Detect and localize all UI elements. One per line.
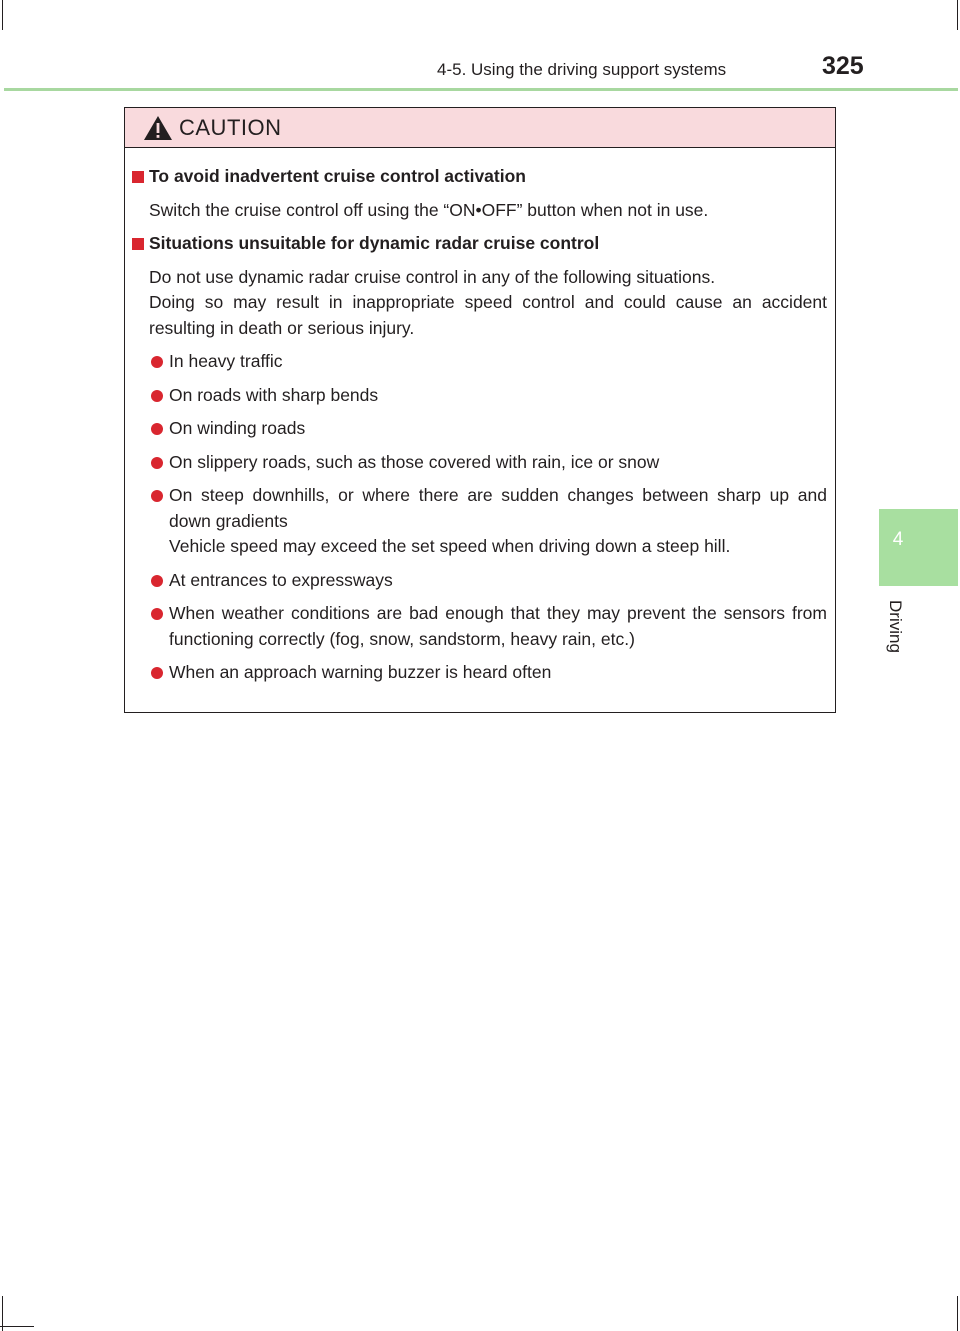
round-bullet-icon [151,390,163,402]
round-bullet-icon [151,667,163,679]
list-item [132,450,827,476]
crop-mark [0,1326,34,1327]
caution-body [125,148,835,686]
section-title: 4-5. Using the driving support systems [437,60,727,79]
crop-mark [2,0,3,30]
caution-header [125,108,835,148]
list-item [132,601,827,652]
section-paragraph [132,265,827,342]
round-bullet-icon [151,356,163,368]
list-item-text: On steep downhills, or where there are sudden changes between sharp up and down gradients [169,485,827,531]
round-bullet-icon [151,423,163,435]
square-bullet-icon [132,238,144,250]
chapter-label-text: Driving [886,600,905,653]
round-bullet-icon [151,608,163,620]
warning-triangle-icon [143,115,173,141]
list-item-text: At entrances to expressways [169,569,393,590]
section-heading [132,164,827,190]
list-item [132,349,827,375]
list-item-text: On roads with sharp bends [169,384,379,405]
list-item [132,416,827,442]
list-item [132,383,827,409]
square-bullet-icon [132,171,144,183]
list-item-text: When an approach warning buzzer is heard often [169,662,552,682]
chapter-tab [879,509,958,586]
chapter-label [881,600,911,662]
section-paragraph [132,198,827,224]
crop-mark [957,1296,958,1331]
list-item-text: In heavy traffic [169,351,283,371]
list-item [132,660,827,686]
round-bullet-icon [151,457,163,469]
caution-box [124,107,836,713]
list-item-text: On slippery roads, such as those covered with rain, ice or snow [169,451,660,472]
caution-title: CAUTION [179,114,282,140]
crop-mark [957,0,958,30]
section-heading [132,231,827,257]
header-rule [4,88,958,91]
list-item [132,483,827,560]
round-bullet-icon [151,575,163,587]
paragraph-text: Switch the cruise control off using the “ON•OFF” button when not in use. [149,199,709,220]
page-number: 325 [822,52,864,80]
paragraph-text: Doing so may result in inappropriate speed control and could cause an accident resulting in death or serious injury. [149,292,827,338]
section-heading-text: Situations unsuitable for dynamic radar cruise control [149,233,600,253]
round-bullet-icon [151,490,163,502]
list-item [132,568,827,594]
list-item-note: Vehicle speed may exceed the set speed when driving down a steep hill. [169,536,731,556]
paragraph-text: Do not use dynamic radar cruise control in any of the following situations. [149,266,716,287]
list-item-text: On winding roads [169,418,306,438]
chapter-number: 4 [892,529,904,550]
list-item-text: When weather conditions are bad enough that they may prevent the sensors from functioning correctly (fog, snow, sandstorm, heavy rain, etc.) [169,603,827,649]
section-heading-text: To avoid inadvertent cruise control activation [149,166,526,186]
